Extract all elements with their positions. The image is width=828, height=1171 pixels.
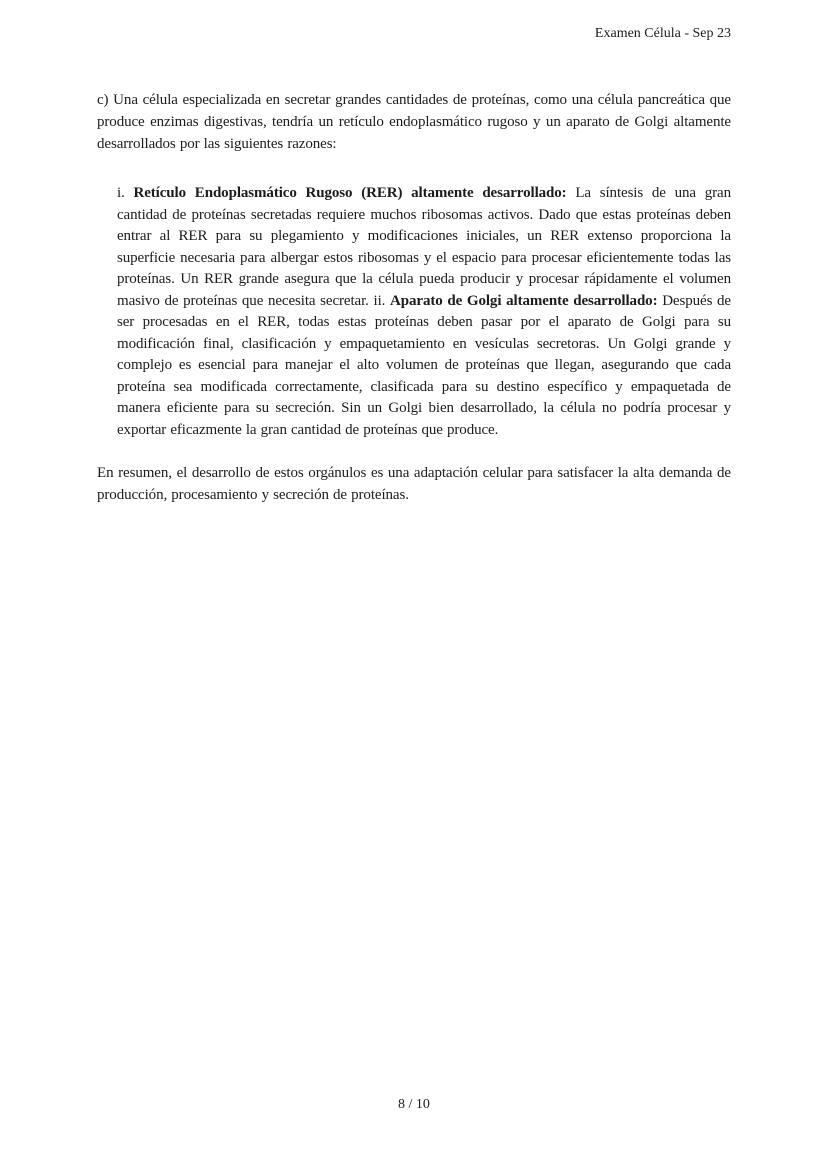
header-title: Examen Célula - Sep 23 [594, 26, 731, 41]
conclusion-paragraph: En resumen, el desarrollo de estos orgánulos es una adaptación celular para satisfacer la alta demanda de producción, procesamiento y secreción de proteínas. [97, 465, 731, 503]
item2-marker: ii. [373, 292, 391, 309]
answer-block [117, 183, 731, 441]
item1-text: La síntesis de una gran cantidad de proteínas secretadas requiere muchos ribosomas activos. Dado que estas proteínas deben entrar al RER para su plegamiento y modificaciones iniciales, un RER extenso proporciona la superficie necesaria para albergar estos ribosomas y el espacio para procesar eficientemente todas las proteínas. Un RER grande asegura que la célula pueda producir y procesar rápidamente el volumen masivo de proteínas que necesita secretar. [117, 185, 732, 309]
item1-marker: i. [117, 185, 134, 201]
item2-heading: Aparato de Golgi altamente desarrollado: [390, 292, 658, 309]
page-number: 8 / 10 [398, 1097, 430, 1112]
page-header [97, 26, 731, 42]
document-content [97, 89, 731, 506]
item2-text: Después de ser procesadas en el RER, todas estas proteínas deben pasar por el aparato de Golgi para su modificación final, clasificación y empaquetamiento en vesículas secretoras. Un Golgi grande y complejo es esencial para manejar el alto volumen de proteínas que llegan, asegurando que cada proteína sea modificada correctamente, clasificada para su destino específico y empaquetada de manera eficiente para su secreción. Sin un Golgi bien desarrollado, la célula no podría procesar y exportar eficazmente la gran cantidad de proteínas que produce. [117, 292, 731, 438]
intro-paragraph: c) Una célula especializada en secretar grandes cantidades de proteínas, como una célula pancreática que produce enzimas digestivas, tendría un retículo endoplasmático rugoso y un aparato de Golgi altamente desarrollados por las siguientes razones: [97, 92, 731, 152]
page-footer [0, 1096, 828, 1114]
item1-heading: Retículo Endoplasmático Rugoso (RER) altamente desarrollado: [133, 185, 567, 201]
